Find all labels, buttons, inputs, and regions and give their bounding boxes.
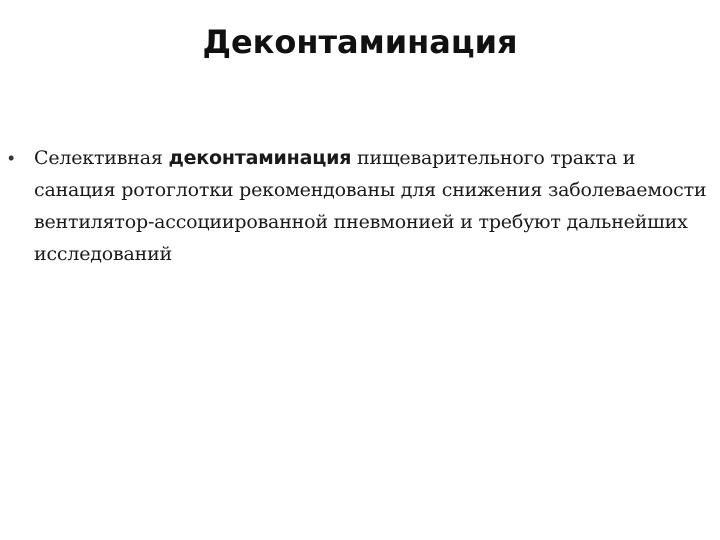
- bullet-list: [8, 142, 714, 270]
- bullet-marker: •: [8, 148, 15, 168]
- slide-title: Деконтаминация: [202, 23, 518, 61]
- bullet-text-emphasis: деконтаминация: [168, 147, 352, 169]
- bullet-text-start: Селективная: [34, 147, 169, 169]
- bullet-text-rest: пищеварительного тракта и санация ротоглотки рекомендованы для снижения заболеваемости вентилятор-ассоциированной пневмонией и требуют дальнейших исследований: [34, 147, 707, 265]
- bullet-item: [8, 142, 714, 270]
